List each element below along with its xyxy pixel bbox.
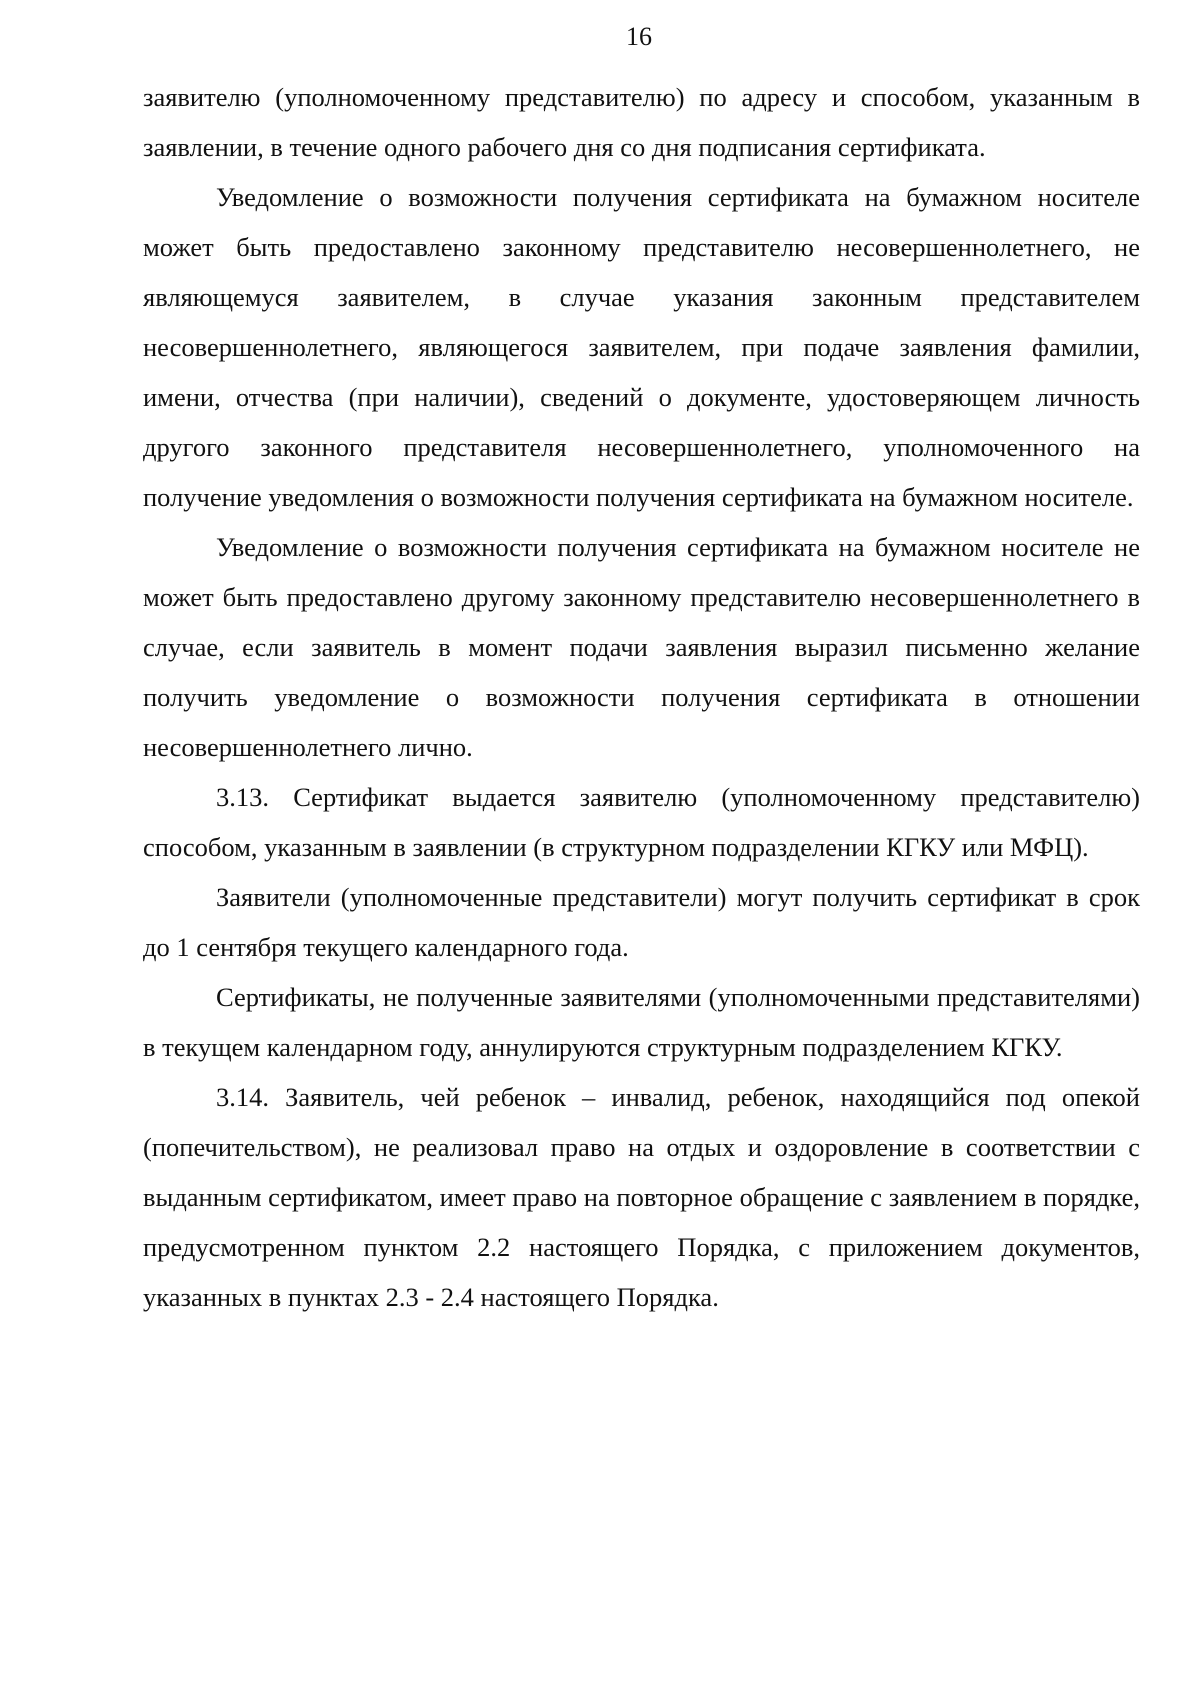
paragraph: Заявители (уполномоченные представители) могут получить сертификат в срок до 1 сентября текущего календарного года. <box>143 882 1140 962</box>
paragraph: Уведомление о возможности получения сертификата на бумажном носителе может быть предоставлено законному представителю несовершеннолетнего, не являющемуся заявителем, в случае указания законным представителем несовершеннолетнего, являющегося заявителем, при подаче заявления фамилии, имени, отчества (при наличии), сведений о документе, удостоверяющем личность другого законного представителя несовершеннолетнего, уполномоченного на получение уведомления о возможности получения сертификата на бумажном носителе. <box>143 182 1140 512</box>
paragraph: Сертификаты, не полученные заявителями (уполномоченными представителями) в текущем календарном году, аннулируются структурным подразделением КГКУ. <box>143 982 1140 1062</box>
paragraph-continuation: заявителю (уполномоченному представителю) по адресу и способом, указанным в заявлении, в течение одного рабочего дня со дня подписания сертификата. <box>143 82 1140 162</box>
paragraph: Уведомление о возможности получения сертификата на бумажном носителе не может быть предоставлено другому законному представителю несовершеннолетнего в случае, если заявитель в момент подачи заявления выразил письменно желание получить уведомление о возможности получения сертификата в отношении несовершеннолетнего лично. <box>143 532 1140 762</box>
paragraph-3-14: 3.14. Заявитель, чей ребенок – инвалид, ребенок, находящийся под опекой (попечительством), не реализовал право на отдых и оздоровление в соответствии с выданным сертификатом, имеет право на повторное обращение с заявлением в порядке, предусмотренном пунктом 2.2 настоящего Порядка, с приложением документов, указанных в пунктах 2.3 - 2.4 настоящего Порядка. <box>143 1082 1140 1312</box>
document-body <box>143 72 1140 1322</box>
paragraph-3-13: 3.13. Сертификат выдается заявителю (уполномоченному представителю) способом, указанным в заявлении (в структурном подразделении КГКУ или МФЦ). <box>143 782 1140 862</box>
page-number: 16 <box>626 22 652 51</box>
